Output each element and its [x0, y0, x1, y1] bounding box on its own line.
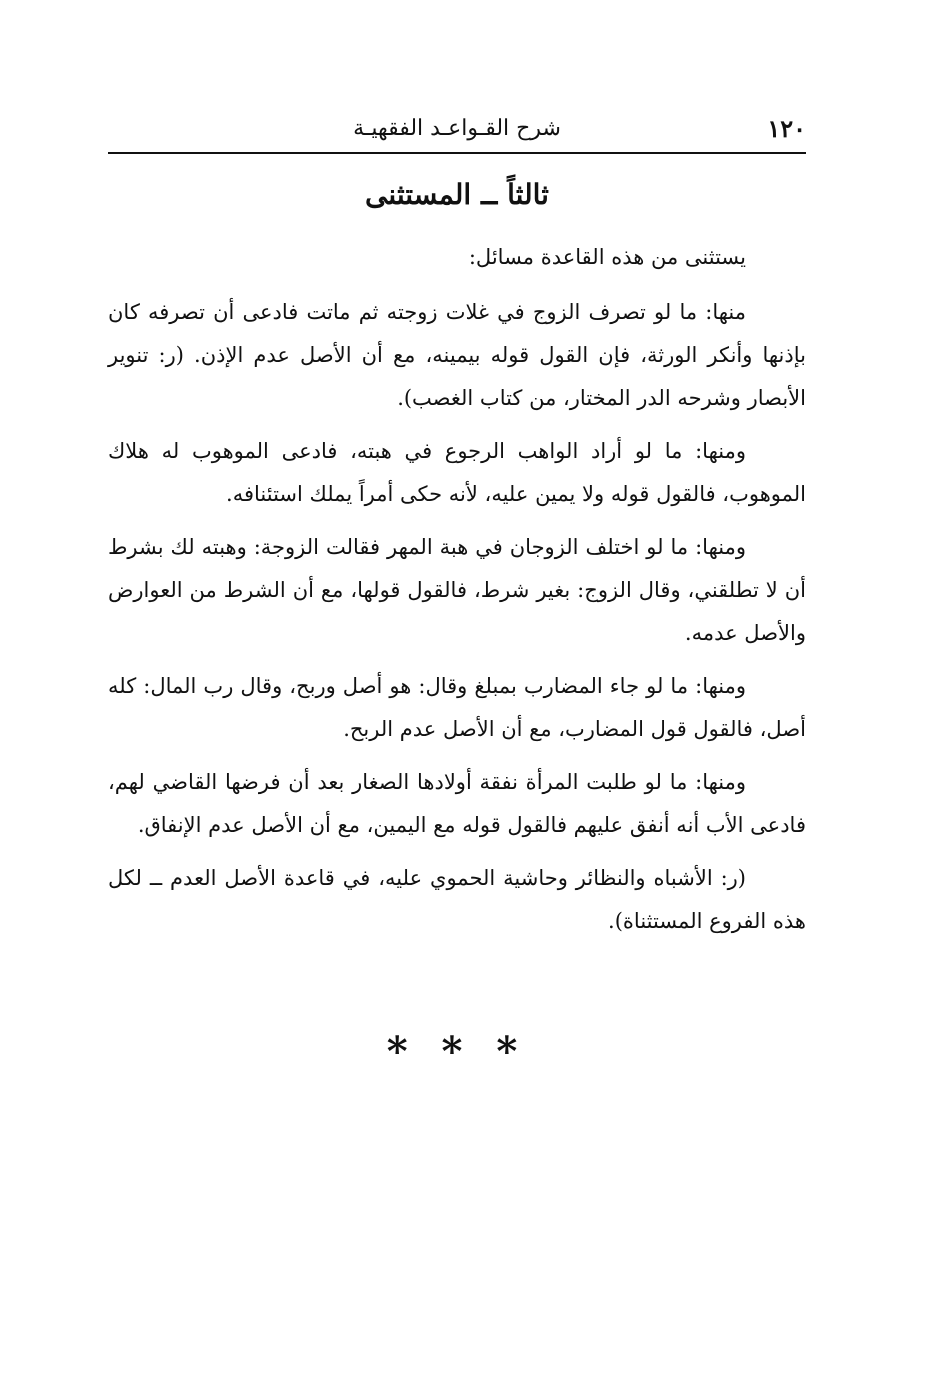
paragraph-intro: يستثنى من هذه القاعدة مسائل:	[468, 245, 746, 269]
book-title: شرح القـواعـد الفقهيـة	[353, 116, 561, 141]
paragraph-exception-3: ومنها: ما لو اختلف الزوجان في هبة المهر فقالت الزوجة: وهبته لك بشرط أن لا تطلقني، وقال الزوج: بغير شرط، فالقول قولها، مع أن الشرط من العوارض والأصل عدمه.	[108, 535, 806, 645]
paragraph-exception-4: ومنها: ما لو جاء المضارب بمبلغ وقال: هو أصل وربح، وقال رب المال: كله أصل، فالقول قول المضارب، مع أن الأصل عدم الربح.	[108, 674, 806, 741]
paragraph-exception-5: ومنها: ما لو طلبت المرأة نفقة أولادها الصغار بعد أن فرضها القاضي لهم، فادعى الأب أنه أنفق عليهم فالقول قوله مع اليمين، مع أن الأصل عدم الإنفاق.	[108, 770, 806, 837]
page-number: ١٢٠	[767, 114, 806, 143]
section-end-mark: * * *	[386, 1028, 528, 1075]
paragraph-exception-2: ومنها: ما لو أراد الواهب الرجوع في هبته، فادعى الموهوب له هلاك الموهوب، فالقول قوله ولا يمين عليه، لأنه حكى أمراً يملك استئنافه.	[108, 439, 806, 506]
section-heading: ثالثاً ــ المستثنى	[365, 178, 549, 211]
paragraph-exception-1: منها: ما لو تصرف الزوج في غلات زوجته ثم ماتت فادعى أن تصرفه كان بإذنها وأنكر الورثة، فإن القول قوله بيمينه، مع أن الأصل عدم الإذن. (ر: تنوير الأبصار وشرحه الدر المختار، من كتاب الغصب).	[108, 300, 806, 410]
paragraph-reference: (ر: الأشباه والنظائر وحاشية الحموي عليه، في قاعدة الأصل العدم ــ لكل هذه الفروع المستثناة).	[108, 866, 806, 933]
running-header	[108, 108, 806, 154]
body-text	[108, 236, 806, 953]
